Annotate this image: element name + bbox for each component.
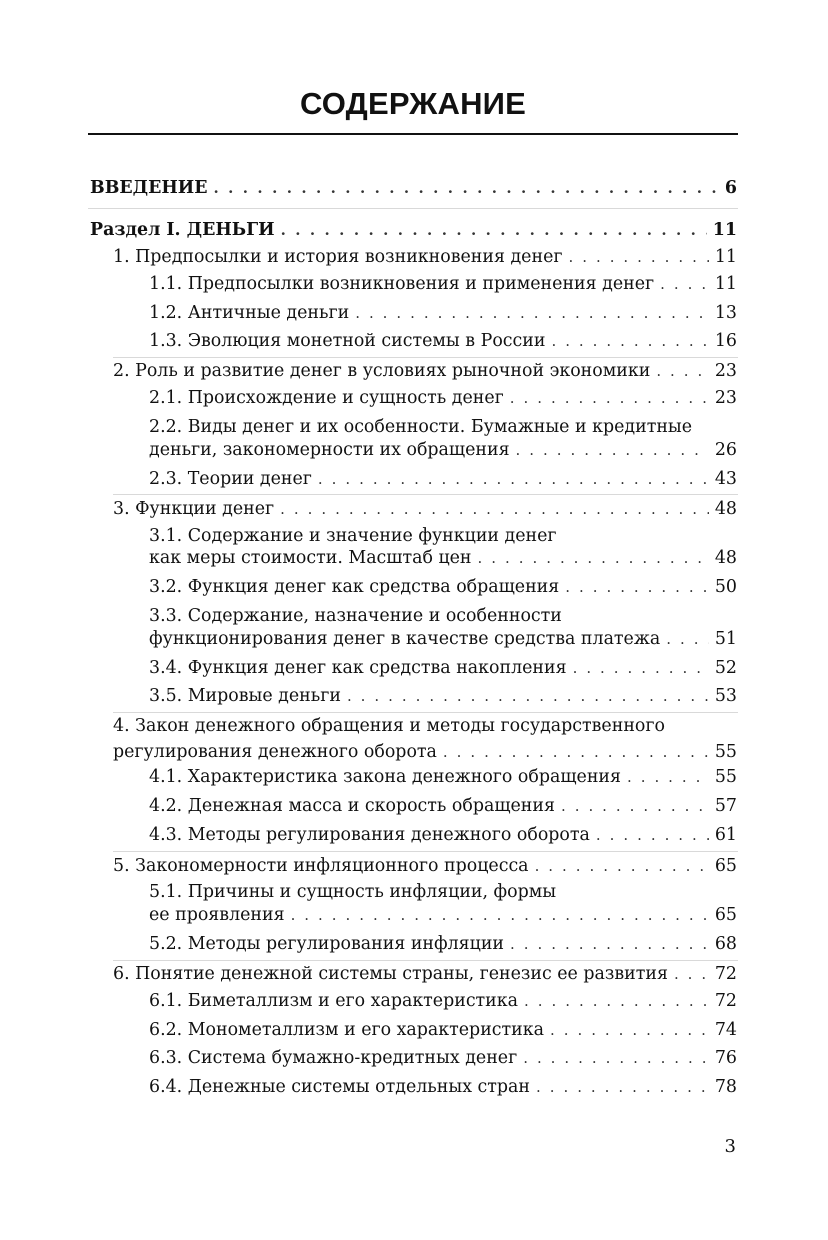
toc-entry-6-4[interactable] <box>149 1075 737 1099</box>
leader-dots <box>478 546 709 570</box>
leader-dots <box>565 575 709 599</box>
toc-label: 6. Понятие денежной системы страны, генезис ее развития <box>113 964 668 984</box>
toc-label: деньги, закономерности их обращения <box>149 440 510 460</box>
toc-page: 13 <box>714 303 737 323</box>
leader-dots <box>535 854 709 878</box>
leader-dots <box>510 932 709 956</box>
toc-label: как меры стоимости. Масштаб цен <box>149 548 472 568</box>
toc-entry-part1[interactable] <box>90 218 737 242</box>
leader-dots <box>550 1018 709 1042</box>
toc-entry-5-1-line1[interactable]: 5.1. Причины и сущность инфляции, формы <box>149 882 557 902</box>
toc-label: 4.2. Денежная масса и скорость обращения <box>149 796 555 816</box>
toc-entry-4-1[interactable] <box>149 765 737 789</box>
toc-entry-ch4[interactable] <box>113 740 737 764</box>
toc-label: 1. Предпосылки и история возникновения денег <box>113 247 563 267</box>
toc-entry-3-1[interactable] <box>149 546 737 570</box>
leader-dots <box>656 359 709 383</box>
toc-page: 11 <box>712 220 737 240</box>
toc-label: 6.1. Биметаллизм и его характеристика <box>149 991 519 1011</box>
toc-page: 65 <box>714 856 737 876</box>
toc-entry-ch4-line1[interactable]: 4. Закон денежного обращения и методы государственного <box>113 716 665 736</box>
toc-label: 6.2. Монометаллизм и его характеристика <box>149 1020 544 1040</box>
toc-label: 2.3. Теории денег <box>149 469 312 489</box>
separator-line <box>113 712 738 713</box>
page-title: СОДЕРЖАНИЕ <box>299 86 527 121</box>
toc-page: 26 <box>714 440 737 460</box>
toc-label: 2.1. Происхождение и сущность денег <box>149 388 504 408</box>
toc-entry-3-3[interactable] <box>149 627 737 651</box>
toc-page: 11 <box>714 247 737 267</box>
toc-label: Раздел I. ДЕНЬГИ <box>90 220 275 240</box>
toc-label: 6.4. Денежные системы отдельных стран <box>149 1077 530 1097</box>
toc-entry-1-1[interactable] <box>149 272 737 296</box>
toc-entry-2-1[interactable] <box>149 386 737 410</box>
toc-entry-3-5[interactable] <box>149 684 737 708</box>
toc-page: 50 <box>714 577 737 597</box>
leader-dots <box>510 386 709 410</box>
separator-line <box>88 208 738 209</box>
toc-page: 72 <box>714 964 737 984</box>
toc-label: 3. Функции денег <box>113 499 275 519</box>
toc-label: 5. Закономерности инфляционного процесса <box>113 856 529 876</box>
toc-entry-ch5[interactable] <box>113 854 737 878</box>
toc-entry-3-1-line1[interactable]: 3.1. Содержание и значение функции денег <box>149 526 557 546</box>
toc-page: 16 <box>714 331 737 351</box>
toc-page: 55 <box>714 742 737 762</box>
leader-dots <box>524 989 709 1013</box>
toc-label: регулирования денежного оборота <box>113 742 437 762</box>
leader-dots <box>596 823 709 847</box>
toc-entry-3-4[interactable] <box>149 656 737 680</box>
toc-page: 57 <box>714 796 737 816</box>
toc-page: 74 <box>714 1020 737 1040</box>
toc-entry-intro[interactable] <box>90 176 737 200</box>
toc-entry-4-2[interactable] <box>149 794 737 818</box>
toc-page: 48 <box>714 499 737 519</box>
toc-page: 43 <box>714 469 737 489</box>
leader-dots <box>561 794 709 818</box>
separator-line <box>113 494 738 495</box>
toc-label: 2. Роль и развитие денег в условиях рыночной экономики <box>113 361 651 381</box>
toc-label: 6.3. Система бумажно-кредитных денег <box>149 1048 518 1068</box>
toc-entry-5-2[interactable] <box>149 932 737 956</box>
leader-dots <box>551 329 708 353</box>
toc-entry-2-2[interactable] <box>149 438 737 462</box>
toc-label: 3.2. Функция денег как средства обращения <box>149 577 560 597</box>
separator-line <box>113 357 738 358</box>
toc-entry-1-2[interactable] <box>149 301 737 325</box>
leader-dots <box>666 627 709 651</box>
toc-label: функционирования денег в качестве средства платежа <box>149 629 661 649</box>
toc-entry-ch1[interactable] <box>113 245 737 269</box>
toc-page: 6 <box>724 178 737 198</box>
leader-dots <box>355 301 709 325</box>
leader-dots <box>660 272 709 296</box>
toc-label: ВВЕДЕНИЕ <box>90 178 208 198</box>
leader-dots <box>347 684 709 708</box>
separator-line <box>113 851 738 852</box>
toc-page: 72 <box>714 991 737 1011</box>
leader-dots <box>281 218 707 242</box>
leader-dots <box>291 903 709 927</box>
toc-page: 11 <box>714 274 737 294</box>
toc-label: 1.3. Эволюция монетной системы в России <box>149 331 546 351</box>
toc-entry-2-2-line1[interactable]: 2.2. Виды денег и их особенности. Бумажные и кредитные <box>149 417 693 437</box>
toc-entry-ch6[interactable] <box>113 962 737 986</box>
toc-page: 52 <box>714 658 737 678</box>
toc-entry-3-2[interactable] <box>149 575 737 599</box>
toc-entry-ch3[interactable] <box>113 497 737 521</box>
toc-page: 76 <box>714 1048 737 1068</box>
toc-page: 68 <box>714 934 737 954</box>
toc-entry-6-3[interactable] <box>149 1046 737 1070</box>
leader-dots <box>516 438 709 462</box>
toc-label: 3.5. Мировые деньги <box>149 686 341 706</box>
toc-page: 48 <box>714 548 737 568</box>
leader-dots <box>523 1046 709 1070</box>
toc-label: ее проявления <box>149 905 285 925</box>
leader-dots <box>318 467 709 491</box>
toc-entry-6-2[interactable] <box>149 1018 737 1042</box>
leader-dots <box>536 1075 709 1099</box>
leader-dots <box>573 656 709 680</box>
toc-page: 65 <box>714 905 737 925</box>
toc-label: 5.2. Методы регулирования инфляции <box>149 934 505 954</box>
leader-dots <box>674 962 709 986</box>
leader-dots <box>214 176 719 200</box>
toc-page: 61 <box>714 825 737 845</box>
toc-entry-ch2[interactable] <box>113 359 737 383</box>
toc-label: 1.2. Античные деньги <box>149 303 350 323</box>
toc-page: 51 <box>714 629 737 649</box>
toc-entry-5-1[interactable] <box>149 903 737 927</box>
toc-page: 23 <box>714 388 737 408</box>
toc-entry-3-3-line1[interactable]: 3.3. Содержание, назначение и особенности <box>149 606 562 626</box>
title-rule <box>88 133 738 135</box>
toc-page: 55 <box>714 767 737 787</box>
leader-dots <box>280 497 709 521</box>
leader-dots <box>443 740 709 764</box>
toc-label: 4.1. Характеристика закона денежного обращения <box>149 767 621 787</box>
leader-dots <box>627 765 709 789</box>
toc-entry-2-3[interactable] <box>149 467 737 491</box>
leader-dots <box>568 245 708 269</box>
toc-label: 3.4. Функция денег как средства накопления <box>149 658 567 678</box>
toc-label: 1.1. Предпосылки возникновения и применения денег <box>149 274 655 294</box>
toc-page: 53 <box>714 686 737 706</box>
toc-entry-1-3[interactable] <box>149 329 737 353</box>
page-number: 3 <box>724 1136 736 1157</box>
toc-entry-4-3[interactable] <box>149 823 737 847</box>
toc-page: 78 <box>714 1077 737 1097</box>
toc-entry-6-1[interactable] <box>149 989 737 1013</box>
toc-label: 4.3. Методы регулирования денежного оборота <box>149 825 590 845</box>
separator-line <box>113 960 738 961</box>
toc-page: 23 <box>714 361 737 381</box>
